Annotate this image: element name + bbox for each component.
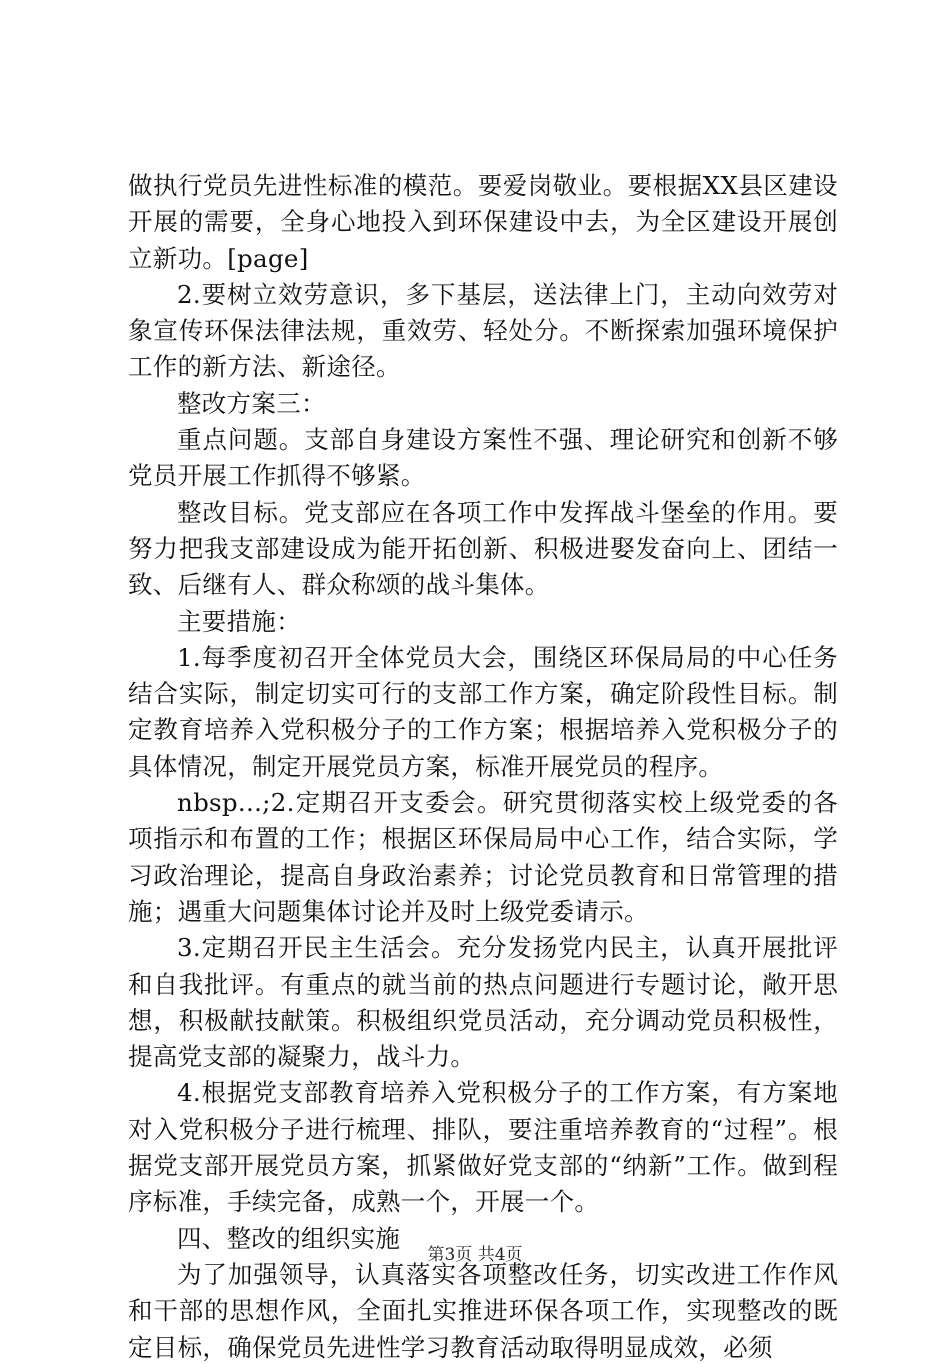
paragraph-implementation: 为了加强领导，认真落实各项整改任务，切实改进工作作风和干部的思想作风，全面扎实推进环保各项工作，实现整改的既定目标，确保党员先进性学习教育活动取得明显成效，必须 [128,1259,838,1362]
paragraph-measure-1: 1.每季度初召开全体党员大会，围绕区环保局局的中心任务结合实际，制定切实可行的支部工作方案，确定阶段性目标。制定教育培养入党积极分子的工作方案；根据培养入党积极分子的具体情况，制定开展党员方案，标准开展党员的程序。 [128,642,838,781]
heading-rectification-plan-three: 整改方案三： [177,388,326,418]
paragraph-service-awareness: 2.要树立效劳意识，多下基层，送法律上门，主动向效劳对象宣传环保法律法规，重效劳、轻处分。不断探索加强环境保护工作的新方法、新途径。 [128,279,838,382]
paragraph-rectification-goals: 整改目标。党支部应在各项工作中发挥战斗堡垒的作用。要努力把我支部建设成为能开拓创新、积极进娶发奋向上、团结一致、后继有人、群众称颂的战斗集体。 [128,497,838,600]
paragraph-key-problems: 重点问题。支部自身建设方案性不强、理论研究和创新不够党员开展工作抓得不够紧。 [128,425,838,491]
paragraph-measure-4: 4.根据党支部教育培养入党积极分子的工作方案，有方案地对入党积极分子进行梳理、排队，要注重培养教育的“过程”。根据党支部开展党员方案，抓紧做好党支部的“纳新”工作。做到程序标准，手续完备，成熟一个，开展一个。 [128,1078,838,1217]
document-body [128,168,838,1366]
heading-organization-implementation: 四、整改的组织实施 [177,1223,401,1253]
heading-main-measures: 主要措施： [177,606,301,636]
paragraph-continuation: 做执行党员先进性标准的模范。要爱岗敬业。要根据XX县区建设开展的需要，全身心地投入到环保建设中去，为全区建设开展创立新功。[page] [128,171,838,273]
page-number-footer: 第3页 共4页 [427,1245,523,1265]
paragraph-measure-2: nbsp...;2.定期召开支委会。研究贯彻落实校上级党委的各项指示和布置的工作；根据区环保局局中心工作，结合实际，学习政治理论，提高自身政治素养；讨论党员教育和日常管理的措施；遇重大问题集体讨论并及时上级党委请示。 [128,788,838,926]
paragraph-measure-3: 3.定期召开民主生活会。充分发扬党内民主，认真开展批评和自我批评。有重点的就当前的热点问题进行专题讨论，敞开思想，积极献技献策。积极组织党员活动，充分调动党员积极性，提高党支部的凝聚力，战斗力。 [128,933,838,1072]
